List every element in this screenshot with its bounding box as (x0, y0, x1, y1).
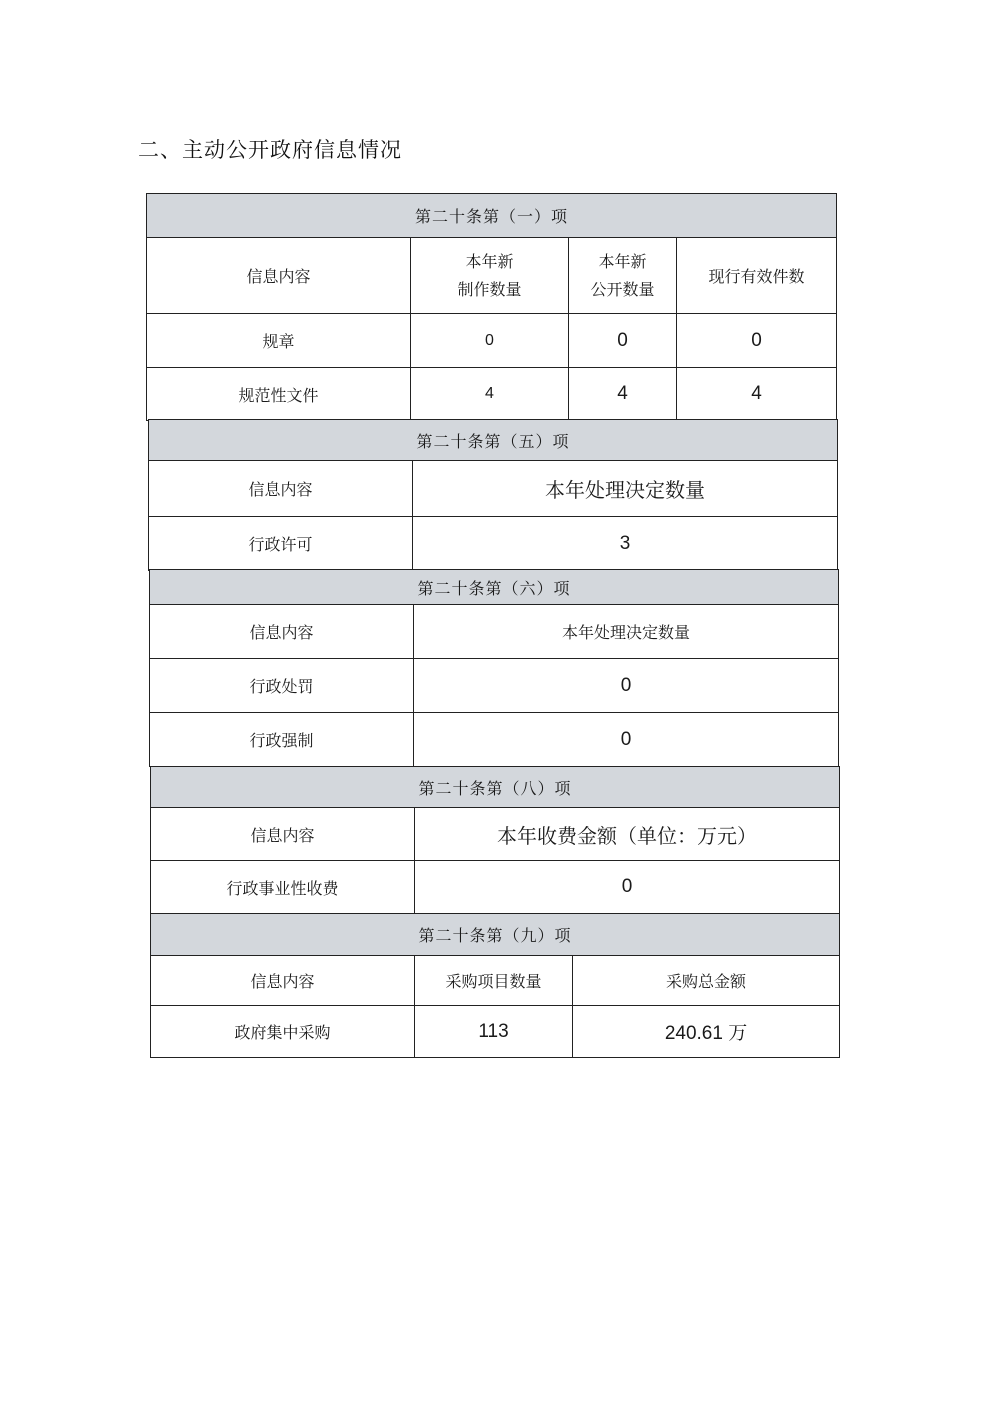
column-header-content: 信息内容 (150, 605, 414, 659)
table-row (151, 1006, 840, 1058)
table-row (151, 861, 840, 914)
cell-decision-count: 0 (414, 659, 839, 713)
section-header: 第二十条第（五）项 (149, 420, 838, 461)
column-header-content: 信息内容 (149, 461, 413, 517)
cell-decision-count: 3 (413, 517, 838, 571)
row-label: 行政事业性收费 (151, 861, 415, 914)
row-label: 行政处罚 (150, 659, 414, 713)
cell-fee-amount: 0 (415, 861, 840, 914)
cell-procurement-amount: 240.61 万 (573, 1006, 840, 1058)
table-article20-item6 (149, 569, 839, 767)
section-title: 二、主动公开政府信息情况 (138, 138, 402, 162)
cell-valid-count: 4 (677, 368, 837, 421)
cell-new-public: 0 (569, 314, 677, 368)
column-header-content: 信息内容 (151, 956, 415, 1006)
column-header-procurement-count: 采购项目数量 (415, 956, 573, 1006)
column-header-valid-count: 现行有效件数 (677, 238, 837, 314)
cell-decision-count: 0 (414, 713, 839, 767)
cell-new-public: 4 (569, 368, 677, 421)
column-header-decision-count: 本年处理决定数量 (413, 461, 838, 517)
column-header-content: 信息内容 (147, 238, 411, 314)
row-label: 行政强制 (150, 713, 414, 767)
table-row (150, 659, 839, 713)
column-header-new-public: 本年新 公开数量 (569, 238, 677, 314)
section-header: 第二十条第（一）项 (147, 194, 837, 238)
row-label: 行政许可 (149, 517, 413, 571)
column-header-new-made: 本年新 制作数量 (411, 238, 569, 314)
table-article20-item9 (150, 913, 840, 1058)
section-header: 第二十条第（八）项 (151, 767, 840, 808)
cell-new-made: 4 (411, 368, 569, 421)
table-row (150, 713, 839, 767)
column-header-decision-count: 本年处理决定数量 (414, 605, 839, 659)
table-row (147, 314, 837, 368)
cell-procurement-count: 113 (415, 1006, 573, 1058)
table-row (149, 517, 838, 571)
column-header-content: 信息内容 (151, 808, 415, 861)
cell-valid-count: 0 (677, 314, 837, 368)
table-row (147, 368, 837, 421)
section-header: 第二十条第（九）项 (151, 914, 840, 956)
section-header: 第二十条第（六）项 (150, 570, 839, 605)
cell-new-made: 0 (411, 314, 569, 368)
column-header-procurement-amount: 采购总金额 (573, 956, 840, 1006)
table-article20-item5 (148, 419, 838, 571)
column-header-fee-amount: 本年收费金额（单位：万元） (415, 808, 840, 861)
row-label: 政府集中采购 (151, 1006, 415, 1058)
row-label: 规章 (147, 314, 411, 368)
table-article20-item8 (150, 766, 840, 914)
table-article20-item1 (146, 193, 837, 421)
row-label: 规范性文件 (147, 368, 411, 421)
